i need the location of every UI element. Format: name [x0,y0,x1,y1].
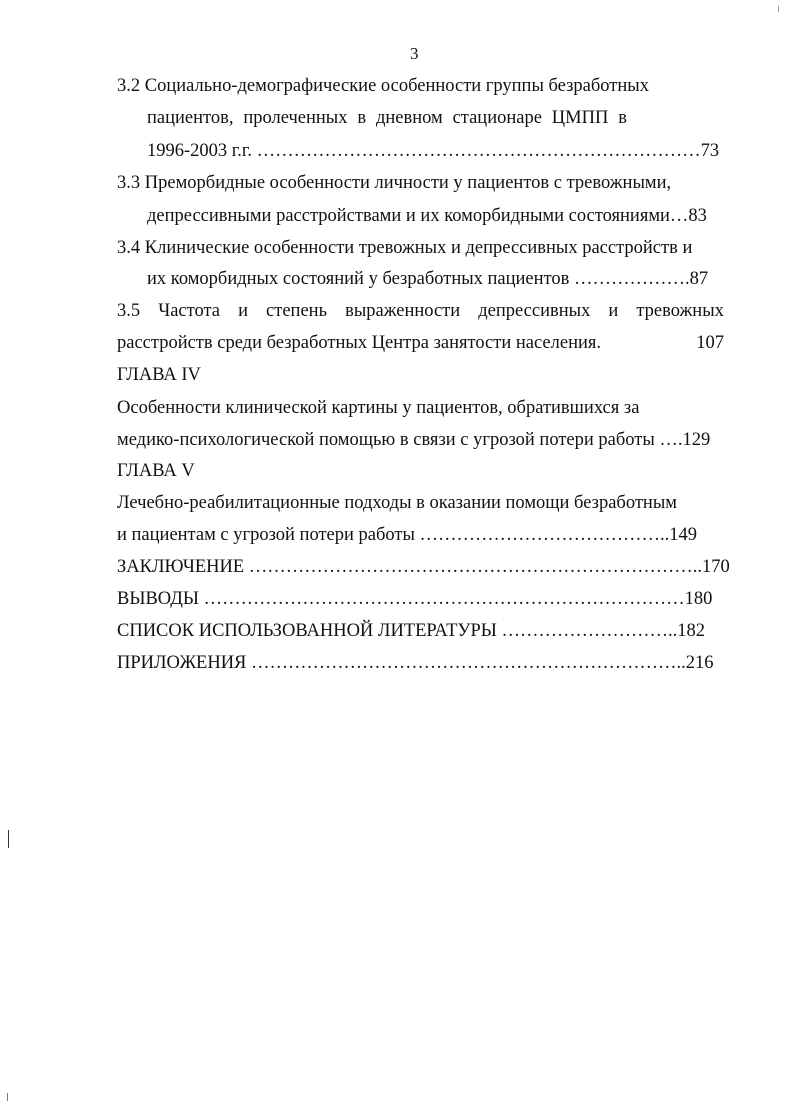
scan-artifact-mark [778,6,779,12]
toc-entry-page: 107 [696,333,724,353]
word: и [238,301,248,321]
scan-artifact-mark [7,1093,8,1101]
toc-conclusion: ЗАКЛЮЧЕНИЕ ………………………………………………………………..170 [117,557,730,577]
toc-entry-3-2-line-3: 1996-2003 г.г. ………………………………………………………………73 [147,141,720,161]
toc-entry-3-5-line-1 [117,299,724,323]
chapter-4-title-line-2: медико-психологической помощью в связи с угрозой потери работы ….129 [117,430,711,450]
page-number: 3 [410,44,419,63]
word: в [618,108,627,128]
word: и [608,301,619,321]
word: 3.5 [117,301,141,321]
chapter-5-title-line-2: и пациентам с угрозой потери работы …………………………………..149 [117,525,698,545]
toc-references: СПИСОК ИСПОЛЬЗОВАННОЙ ЛИТЕРАТУРЫ ………………………..182 [117,621,706,641]
word: Частота [158,301,221,321]
chapter-5-heading: ГЛАВА V [117,461,195,481]
toc-entry-3-2-line-1: 3.2 Социально-демографические особенности группы безработных [117,76,649,96]
chapter-4-heading: ГЛАВА IV [117,365,201,385]
toc-entry-text: расстройств среди безработных Центра занятости населения. [117,333,602,353]
word: тревожных [636,301,724,321]
chapter-4-title-line-1: Особенности клинической картины у пациентов, обратившихся за [117,398,640,418]
chapter-5-title-line-1: Лечебно-реабилитационные подходы в оказании помощи безработным [117,493,677,513]
word: выраженности [345,301,461,321]
toc-entry-3-4-line-1: 3.4 Клинические особенности тревожных и депрессивных расстройств и [117,238,693,258]
word: пациентов, [147,108,234,128]
word: пролеченных [243,108,348,128]
scan-artifact-mark [8,830,9,848]
toc-entry-3-4-line-2: их коморбидных состояний у безработных пациентов ……………….87 [147,269,709,289]
word: депрессивных [478,301,591,321]
toc-findings: ВЫВОДЫ ……………………………………………………………………180 [117,589,713,609]
toc-entry-3-5-line-2 [117,331,724,355]
word: стационаре [452,108,542,128]
toc-entry-3-3-line-1: 3.3 Преморбидные особенности личности у пациентов с тревожными, [117,173,672,193]
word: дневном [375,108,443,128]
toc-entry-3-2-line-2 [147,106,627,130]
word: степень [266,301,328,321]
toc-appendices: ПРИЛОЖЕНИЯ ……………………………………………………………..216 [117,653,714,673]
word: в [357,108,367,128]
word: ЦМПП [551,108,609,128]
toc-entry-3-3-line-2: депрессивными расстройствами и их коморбидными состояниями…83 [147,206,707,226]
